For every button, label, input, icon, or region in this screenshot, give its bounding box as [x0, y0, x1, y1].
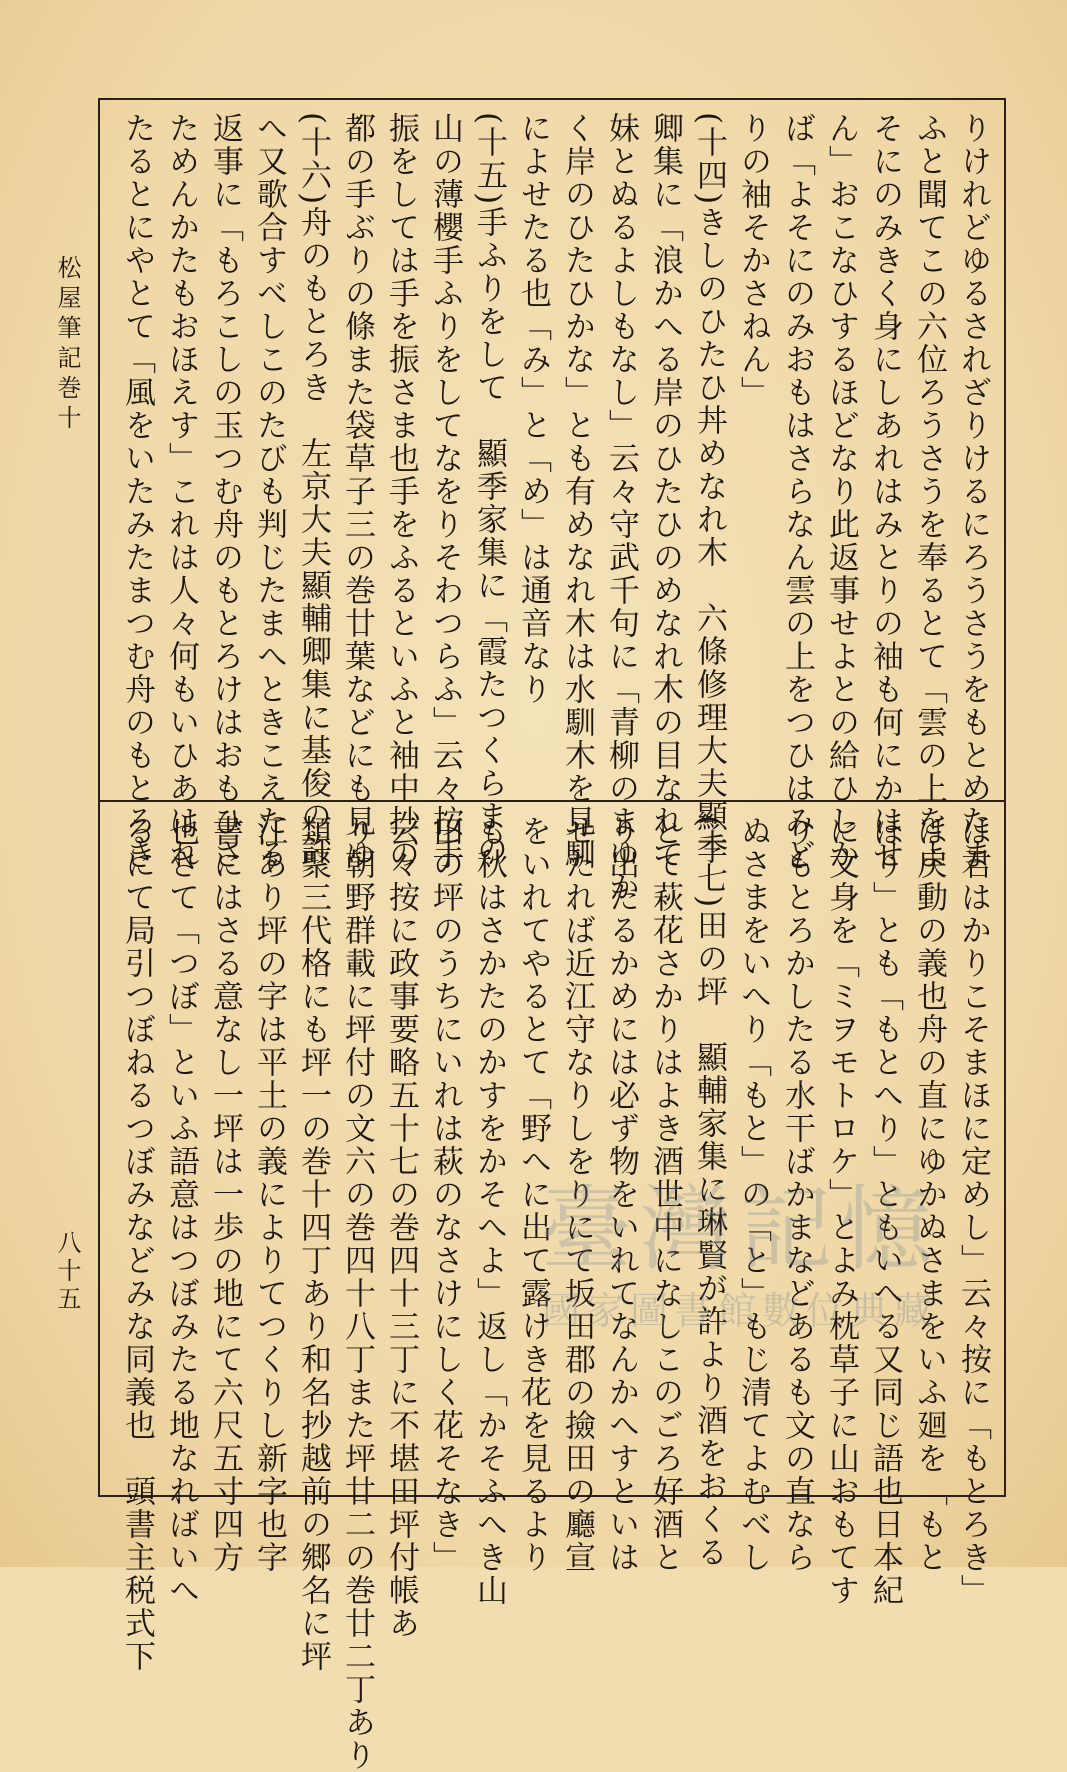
top-column: そにのみきく身にしあれはみとりの袖も何にかはせ: [867, 112, 903, 871]
bottom-column: 類聚三代格にも坪一の巻十四丁あり和名抄越前の郷名に坪: [295, 815, 331, 1673]
top-column: 返事に「もろこしの玉つむ舟のもとろけはおもひさ: [207, 112, 243, 871]
bottom-column: り出たるかめには必ず物をいれてなんかへすといは: [603, 815, 639, 1574]
bottom-column: り朝野群載に坪付の文六の巻四十八丁また坪廿二の巻廿二丁あり: [339, 815, 375, 1772]
bottom-column: も秋はさかたのかすをかそへよ」返し「かそふへき山: [471, 815, 507, 1607]
top-column: ん」おこなひするほどなり此返事せよとの給ひしか: [823, 112, 859, 871]
bottom-column: は君はかりこそまほに定めし」云々按に「もとろき」: [955, 815, 991, 1607]
bottom-column: 書にはさる意なし一坪は一歩の地にて六尺五寸四方: [207, 815, 243, 1574]
bottom-column: 江あり坪の字は平土の義によりてつくりし新字也字: [251, 815, 287, 1574]
bottom-column: とて萩花さかりはよき酒世中になしこのごろ好酒と: [647, 815, 683, 1574]
top-column: 都の手ぶりの條また袋草子三の巻廿葉などにも見ゆ: [339, 112, 375, 871]
bottom-column: は戻動の義也舟の直にゆかぬさまをいふ廻を「もと: [911, 815, 947, 1574]
bottom-column: ほり」とも「もとへり」ともいへる又同じ語也日本紀: [867, 815, 903, 1607]
top-column: 山の薄櫻手ふりをしてなをりそわつらふ」云々按手: [427, 112, 463, 871]
bottom-column: 云々按に政事要略五十七の巻四十三丁に不堪田坪付帳あ: [383, 815, 419, 1640]
bottom-column: に文身を「ミヲモトロケ」とよみ枕草子に山おもてす: [823, 815, 859, 1607]
page-number: 八十五: [53, 1230, 81, 1314]
top-column: りの袖そかさねん」: [735, 112, 771, 409]
bottom-column: せたれば近江守なりしをりにて坂田郡の撿田の廳宣: [559, 815, 595, 1574]
top-column: たるとにやとて「風をいたみたまつむ舟のもとろき: [119, 112, 155, 871]
top-column: ふと聞てこの六位ろうさうを奉るとて「雲の上をよ: [911, 112, 947, 871]
bottom-column: 也さて「つぼ」といふ語意はつぼみたる地なればいへ: [163, 815, 199, 1607]
top-column: ためんかたもおほえす」これは人々何もいひあはれ: [163, 112, 199, 871]
top-column: へ又歌合すべしこのたびも判じたまへときこえたる: [251, 112, 287, 871]
watermark-main-text: 臺灣記憶: [539, 1176, 940, 1283]
bottom-column: るにて局引つぼねるつぼみなどみな同義也 頭書主税式下: [119, 815, 155, 1673]
running-header: 松屋筆記巻十: [53, 255, 81, 435]
bottom-column: りもとろかしたる水干ばかまなどあるも文の直なら: [779, 815, 815, 1574]
top-column: ば「よそにのみおもはさらなん雲の上をつひはみど: [779, 112, 815, 871]
bottom-column: ぬさまをいへり「もと」の「と」もじ清てよむべし: [735, 815, 771, 1574]
watermark-sub-text: 國家圖書館數位典藏: [541, 1289, 938, 1333]
bottom-column: をいれてやるとて「野へに出て露けき花を見るより: [515, 815, 551, 1574]
top-column: (十五)手ふりをして 顯季家集に「霞たつくらまの: [471, 112, 507, 867]
top-column: 妹とぬるよしもなし」云々守武千句に「青柳のまゆか: [603, 112, 639, 904]
top-column: 振をしては手を振さま也手をふるといふと袖中抄の: [383, 112, 419, 871]
top-column: (十四)きしのひたひ丼めなれ木 六條修理大夫顯季: [691, 112, 727, 867]
top-column: によせたる也「み」と「め」は通音なり: [515, 112, 551, 706]
bottom-column: (十七)田の坪 顯輔家集に琳賢が許より酒をおくる: [691, 815, 727, 1570]
bottom-column: 田の坪のうちにいれは萩のなさけにしく花そなき」: [427, 815, 463, 1574]
top-column: 卿集に「浪かへる岸のひたひのめなれ木の目なれて: [647, 112, 683, 871]
top-column: (十六)舟のもとろき 左京大夫顯輔卿集に基俊の許: [295, 112, 331, 867]
top-column: りけれどゆるされざりけるにろうさうをもとめたま: [955, 112, 991, 871]
top-column: く岸のひたひかな」とも有めなれ木は水馴木を見馴: [559, 112, 595, 871]
